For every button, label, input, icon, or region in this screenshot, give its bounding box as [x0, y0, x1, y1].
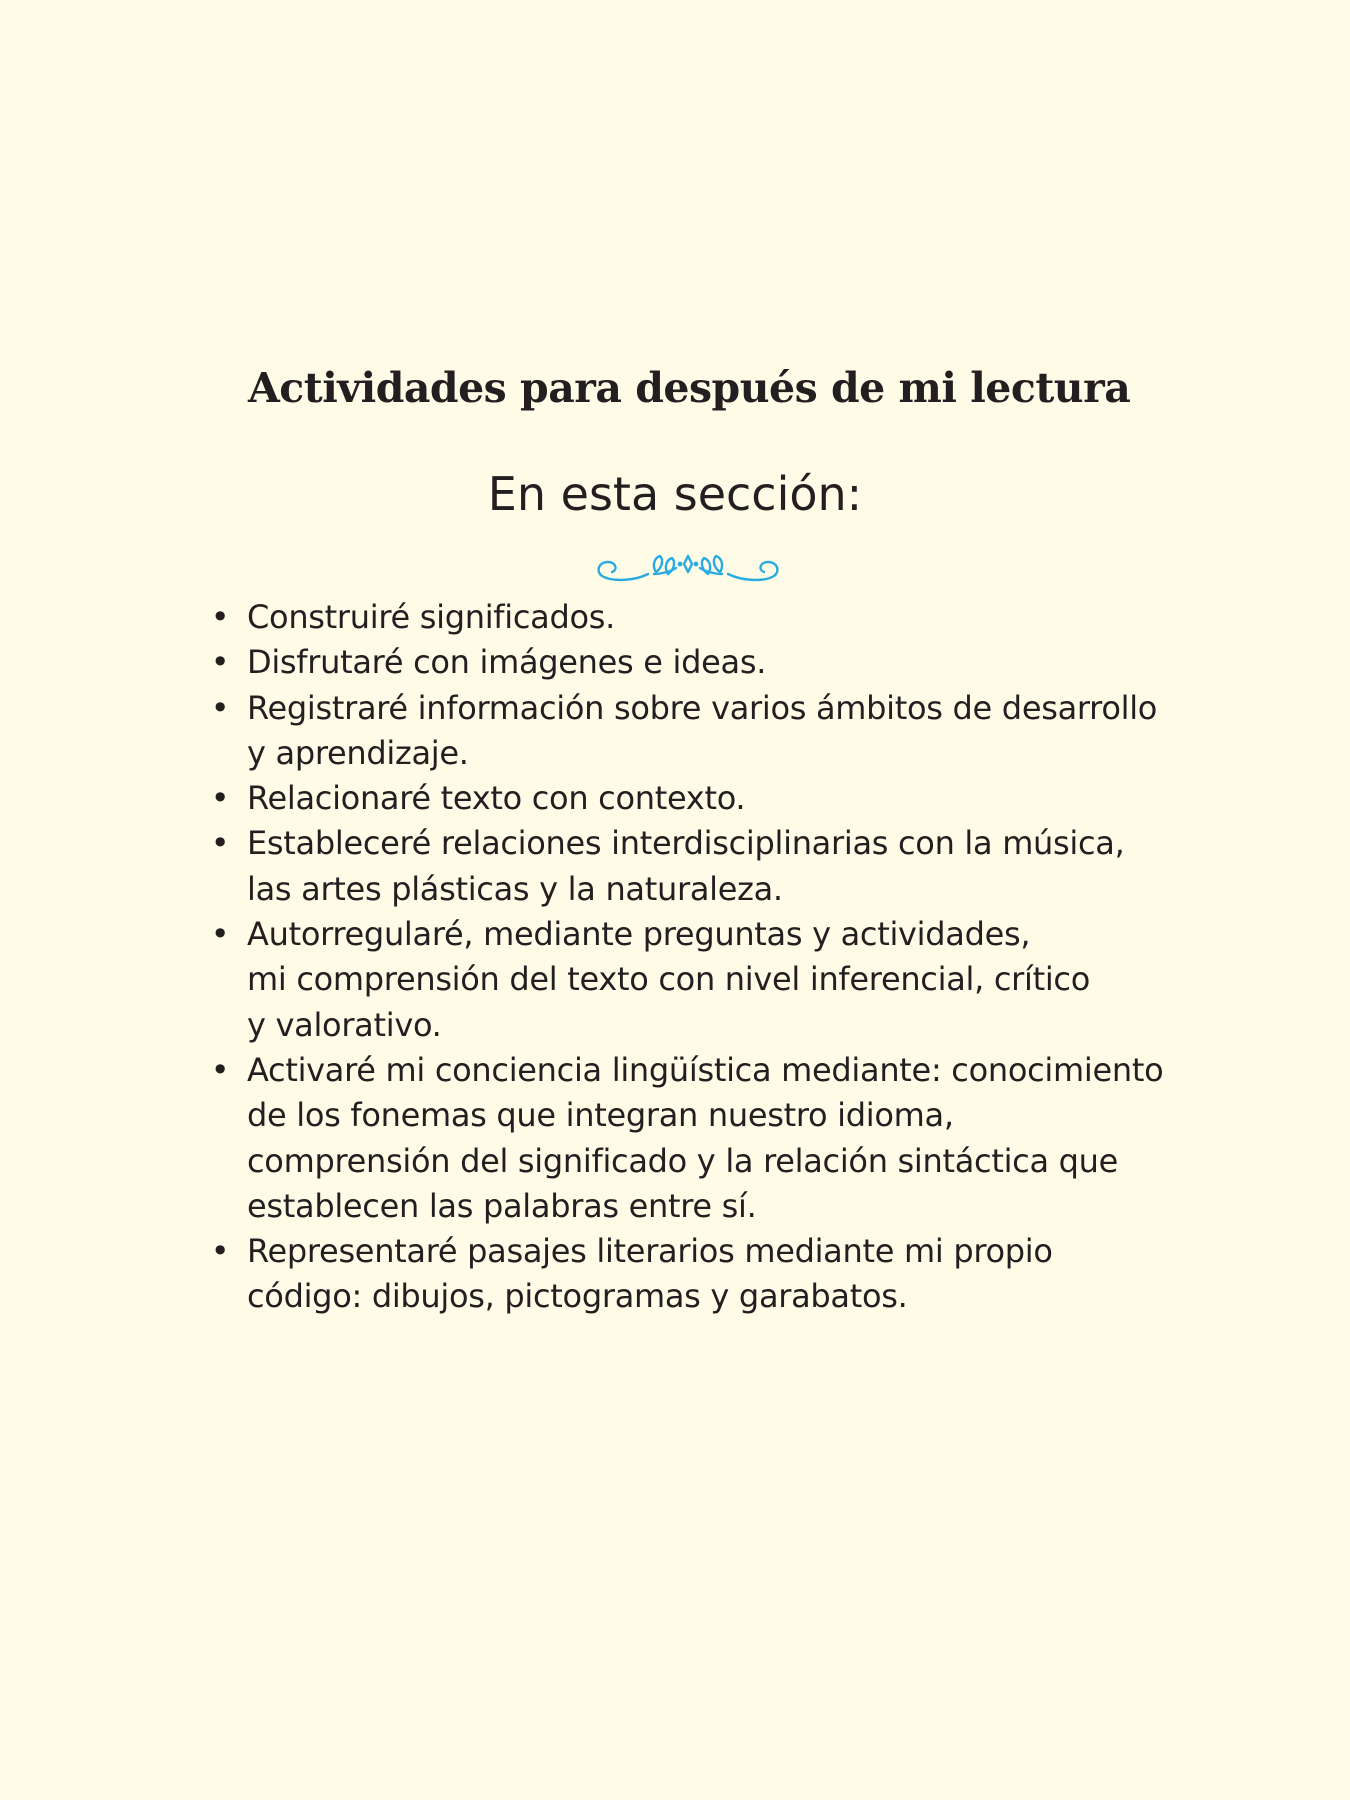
list-item-text: Relacionaré texto con contexto.	[247, 779, 746, 818]
list-item-text: de los fonemas que integran nuestro idioma,	[247, 1096, 954, 1135]
list-item-text: las artes plásticas y la naturaleza.	[247, 869, 783, 908]
list-item	[0, 1048, 1197, 1229]
list-item-text: Disfrutaré con imágenes e ideas.	[247, 643, 767, 682]
bullet-icon: •	[210, 824, 230, 863]
bullet-icon: •	[210, 915, 230, 954]
list-item	[0, 821, 1197, 912]
list-item-text: Estableceré relaciones interdisciplinarias con la música,	[247, 824, 1125, 863]
bullet-icon: •	[210, 598, 230, 636]
list-item-text: mi comprensión del texto con nivel inferencial, crítico	[247, 960, 1090, 999]
list-item-text: y valorativo.	[247, 1005, 442, 1044]
section-subtitle: En esta sección:	[487, 467, 863, 521]
list-item-text: Autorregularé, mediante preguntas y actividades,	[247, 915, 1031, 954]
bullet-icon: •	[210, 779, 230, 818]
list-item	[0, 776, 1197, 821]
bullet-icon: •	[210, 643, 230, 682]
list-item	[0, 686, 1197, 777]
bullet-icon: •	[210, 688, 230, 727]
list-item-text: y aprendizaje.	[247, 733, 469, 772]
flourish-divider-icon	[594, 548, 782, 592]
page-title: Actividades para después de mi lectura	[248, 364, 1131, 412]
list-item-text: Registraré información sobre varios ámbitos de desarrollo	[247, 688, 1158, 727]
list-item-text: Representaré pasajes literarios mediante mi propio	[247, 1232, 1053, 1271]
list-item-text: comprensión del significado y la relación sintáctica que	[247, 1141, 1119, 1180]
list-item	[0, 1229, 1197, 1320]
list-item	[0, 912, 1197, 1048]
list-item	[0, 640, 1197, 685]
list-item-text: establecen las palabras entre sí.	[247, 1186, 757, 1225]
activities-list	[0, 595, 1197, 1320]
list-item	[0, 595, 1197, 640]
list-item-text: Construiré significados.	[247, 598, 616, 636]
list-item-text: código: dibujos, pictogramas y garabatos.	[247, 1277, 908, 1316]
bullet-icon: •	[210, 1232, 230, 1271]
list-item-text: Activaré mi conciencia lingüística mediante: conocimiento	[247, 1050, 1164, 1089]
bullet-icon: •	[210, 1050, 230, 1089]
